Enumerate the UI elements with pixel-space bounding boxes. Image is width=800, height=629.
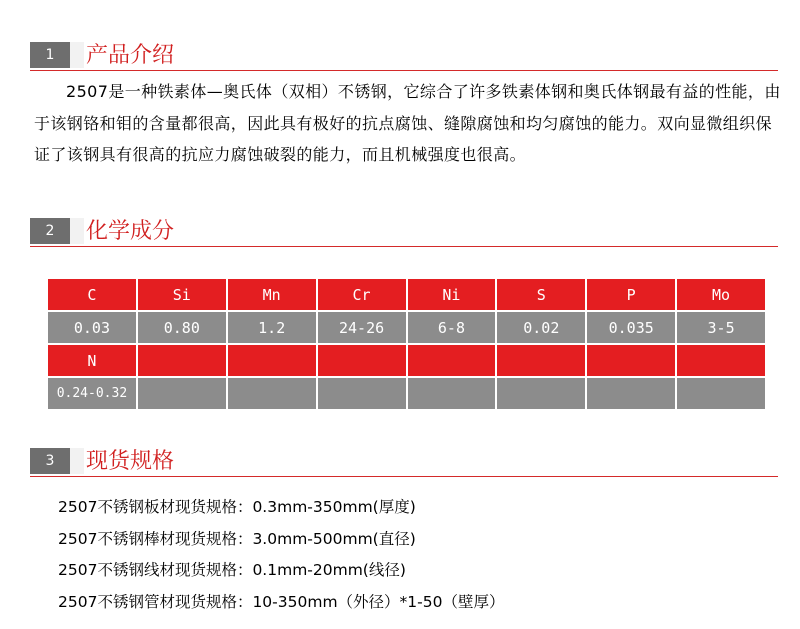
empty-cell	[497, 345, 585, 376]
empty-cell	[497, 378, 585, 409]
element-value-n: 0.24-0.32	[48, 378, 136, 409]
empty-cell	[677, 378, 765, 409]
element-header-p: P	[587, 279, 675, 310]
section-title: 化学成分	[86, 219, 175, 244]
element-value-p: 0.035	[587, 312, 675, 343]
table-row	[48, 378, 765, 409]
section-title: 产品介绍	[86, 43, 175, 68]
section-number: 3	[30, 448, 70, 474]
element-value-ni: 6-8	[408, 312, 496, 343]
element-header-ni: Ni	[408, 279, 496, 310]
element-value-mo: 3-5	[677, 312, 765, 343]
element-value-cr: 24-26	[318, 312, 406, 343]
element-header-c: C	[48, 279, 136, 310]
element-value-s: 0.02	[497, 312, 585, 343]
product-intro-paragraph: 2507是一种铁素体—奥氏体（双相）不锈钢，它综合了许多铁素体钢和奥氏体钢最有益的性能，由于该钢铬和钼的含量都很高，因此具有极好的抗点腐蚀、缝隙腐蚀和均匀腐蚀的能力。双向显微组织保证了该钢具有很高的抗应力腐蚀破裂的能力，而且机械强度也很高。	[34, 82, 781, 164]
element-header-n: N	[48, 345, 136, 376]
empty-cell	[408, 345, 496, 376]
element-header-mn: Mn	[228, 279, 316, 310]
empty-cell	[677, 345, 765, 376]
empty-cell	[318, 378, 406, 409]
list-item: 2507不锈钢棒材现货规格：3.0mm-500mm(直径)	[58, 529, 416, 548]
empty-cell	[408, 378, 496, 409]
table-row	[48, 312, 765, 343]
table-row	[48, 279, 765, 310]
empty-cell	[228, 378, 316, 409]
element-value-c: 0.03	[48, 312, 136, 343]
element-header-mo: Mo	[677, 279, 765, 310]
section-title: 现货规格	[86, 449, 175, 474]
list-item: 2507不锈钢板材现货规格：0.3mm-350mm(厚度)	[58, 498, 416, 516]
section-header-product-intro	[30, 40, 778, 71]
element-header-si: Si	[138, 279, 226, 310]
list-item: 2507不锈钢线材现货规格：0.1mm-20mm(线径)	[58, 561, 406, 579]
section-number: 2	[30, 218, 70, 244]
section-header-chemical-composition	[30, 216, 778, 247]
empty-cell	[138, 378, 226, 409]
element-value-mn: 1.2	[228, 312, 316, 343]
empty-cell	[587, 378, 675, 409]
composition-table	[46, 277, 767, 411]
stock-spec-list	[58, 492, 504, 618]
section-header-stock-specs	[30, 446, 778, 477]
empty-cell	[138, 345, 226, 376]
element-header-s: S	[497, 279, 585, 310]
list-item: 2507不锈钢管材现货规格：10-350mm（外径）*1-50（壁厚）	[58, 592, 505, 611]
section-number: 1	[30, 42, 70, 68]
element-header-cr: Cr	[318, 279, 406, 310]
element-value-si: 0.80	[138, 312, 226, 343]
empty-cell	[228, 345, 316, 376]
empty-cell	[318, 345, 406, 376]
table-row	[48, 345, 765, 376]
empty-cell	[587, 345, 675, 376]
